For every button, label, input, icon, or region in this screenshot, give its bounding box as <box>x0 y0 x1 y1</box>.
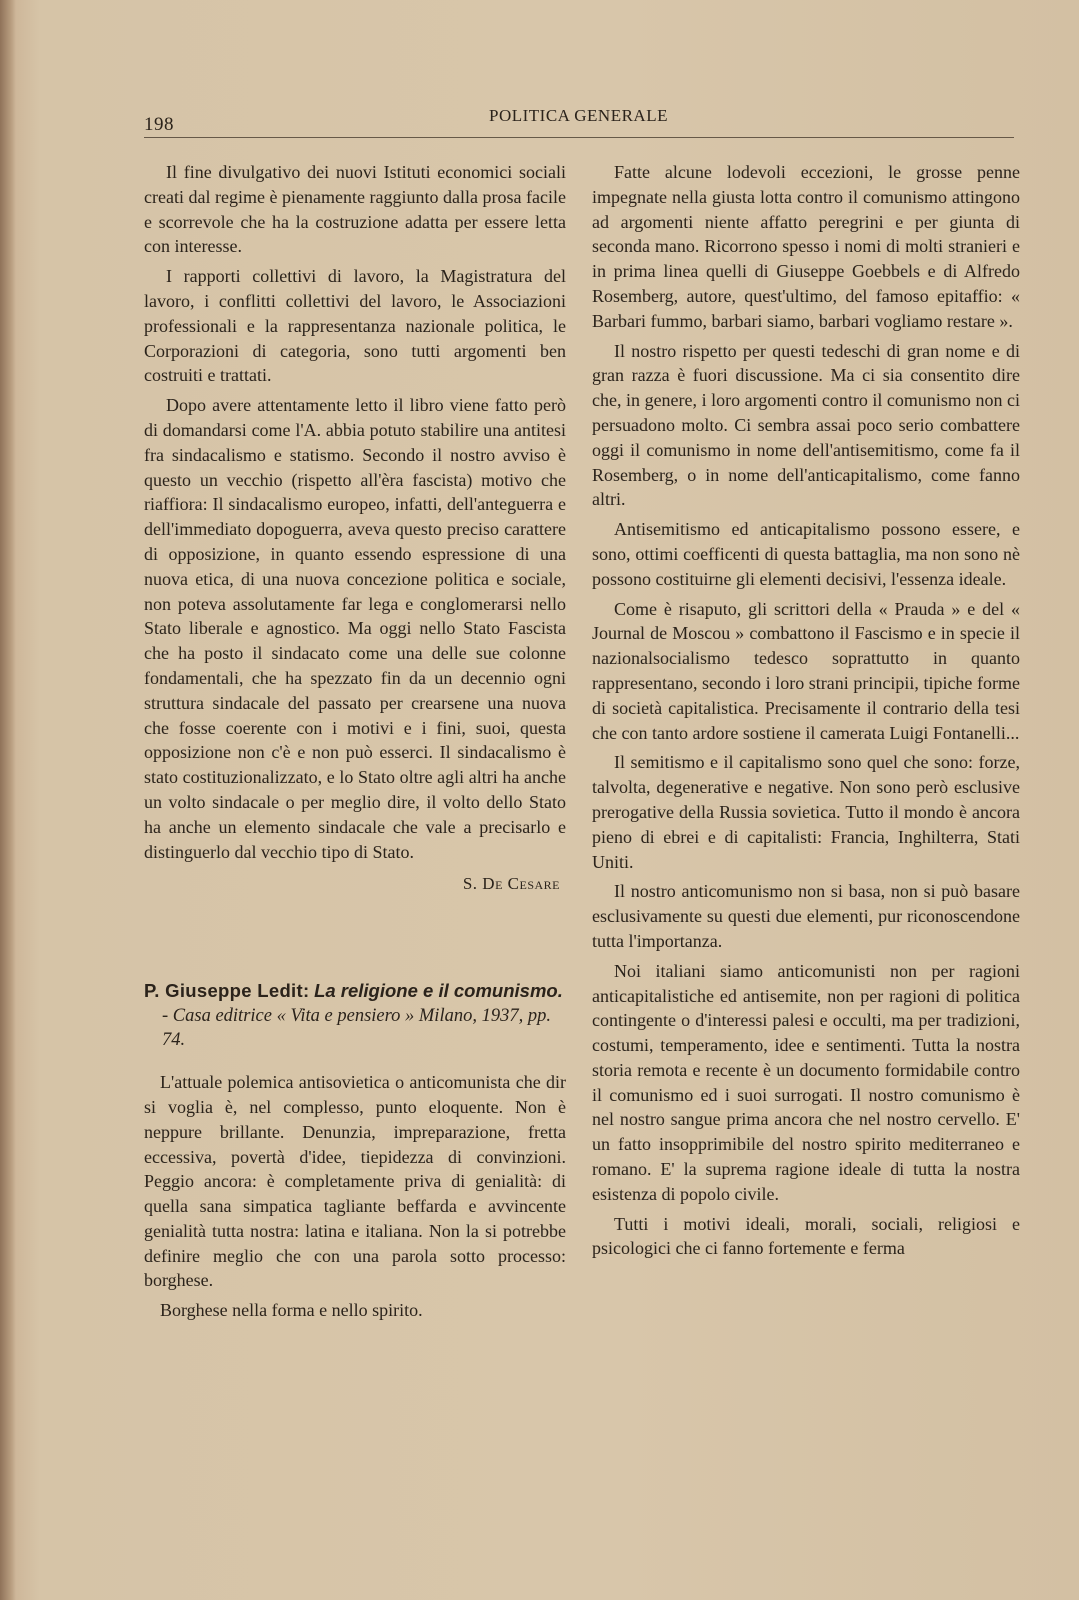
paragraph: Il fine divulgativo dei nuovi Istituti economici sociali creati dal regime è pienamente raggiunto dalla prosa facile e scorrevole che ha la costruzione adatta per essere letta con interesse. <box>144 162 566 257</box>
paragraph: Il nostro rispetto per questi tedeschi di gran nome e di gran razza è fuori discussione. Ma ci sia consentito dire che, in genere, i loro argomenti contro il comunismo non ci persuadono molto. Ci sembra assai poco serio combattere oggi il comunismo in nome dell'antisemitismo, come fa il Rosemberg, o in nome dell'anticapitalismo, come fanno altri. <box>592 340 1020 510</box>
review-body <box>144 1070 566 1323</box>
left-column <box>144 160 566 1328</box>
page-header <box>144 104 1014 138</box>
paragraph: Borghese nella forma e nello spirito. <box>160 1300 423 1321</box>
page-number: 198 <box>144 114 174 135</box>
paragraph: Il nostro anticomunismo non si basa, non si può basare esclusivamente su questi due elementi, pur riconoscendone tutta l'importanza. <box>592 881 1020 951</box>
paragraph: Fatte alcune lodevoli eccezioni, le grosse penne impegnate nella giusta lotta contro il comunismo attingono ad argomenti niente affatto peregrini e per giunta di seconda mano. Ricorrono spesso i nomi di molti stranieri e in prima linea quelli di Giuseppe Goebbels e di Alfredo Rosemberg, autore, quest'ultimo, del famoso epitaffio: « Barbari fummo, barbari siamo, barbari vogliamo restare ». <box>592 162 1020 331</box>
signature-name: S. De Cesare <box>462 874 560 894</box>
paragraph: Tutti i motivi ideali, morali, sociali, religiosi e psicologici che ci fanno fortemente e ferma <box>592 1213 1020 1259</box>
right-column <box>592 160 1020 1266</box>
paragraph: Noi italiani siamo anticomunisti non per ragioni anticapitalistiche ed antisemite, non per ragioni di politica contingente o d'interessi palesi e occulti, ma per tradizioni, costumi, temperamento, idee e sentimenti. Tutta la nostra storia remota e recente è un documento formidabile contro il comunismo ed i suoi surrogati. Il nostro comunismo è nel nostro sangue prima ancora che nel nostro cervello. E' un fatto insopprimibile del nostro spirito mediterraneo e romano. E' la suprema ragione ideale di tutta la nostra esistenza di popolo civile. <box>592 960 1020 1204</box>
paragraph: Come è risaputo, gli scrittori della « Prauda » e del « Journal de Moscou » combattono il Fascismo e in specie il nazionalsocialismo tedesco soprattutto in quanto rappresentano, secondo i loro strani principii, tipiche forme di società capitalistica. Precisamente il contrario della tesi che con tanto ardore sostiene il camerata Luigi Fontanelli... <box>592 598 1020 743</box>
review-heading <box>144 979 566 1052</box>
author-signature <box>144 872 566 897</box>
review-author: P. Giuseppe Ledit: <box>144 980 310 1002</box>
paragraph: Il semitismo e il capitalismo sono quel che sono: forze, talvolta, degenerative e negative. Non sono però esclusive prerogative della Russia sovietica. Tutto il mondo è ancora pieno di ebrei e di capitalisti: Francia, Inghilterra, Stati Uniti. <box>592 752 1020 872</box>
binding-edge <box>0 0 16 1600</box>
paragraph: Dopo avere attentamente letto il libro viene fatto però di domandarsi come l'A. abbia potuto stabilire una antitesi fra sindacalismo e statismo. Secondo il nostro avviso è questo un vecchio (rispetto all'èra fascista) motivo che riaffiora: Il sindacalismo europeo, infatti, dell'anteguerra e dell'immediato dopoguerra, aveva questo preciso carattere di opposizione, in quanto essendo espressione di una nuova etica, di una nuova concezione politica e sociale, non poteva assolutamente far lega e conglomerarsi nello Stato liberale e agnostico. Ma oggi nello Stato Fascista che ha posto il sindacato come una delle sue colonne fondamentali, che ha spezzato fin da un decennio ogni struttura sindacale del passato per crearsene una nuova che fosse coerente con i motivi e i fini, suoi, questa opposizione non c'è e non può esserci. Il sindacalismo è stato costituzionalizzato, e lo Stato oltre agli altri ha anche un volto sindacale o per meglio dire, il volto dello Stato ha anche un elemento sindacale che vale a precisarlo e distinguerlo dal vecchio tipo di Stato. <box>144 395 566 862</box>
review-title: La religione e il comunismo. <box>314 980 563 1002</box>
paragraph: L'attuale polemica antisovietica o anticomunista che dir si voglia è, nel complesso, punto eloquente. Non è neppure brillante. Denunzia, impreparazione, fretta eccessiva, povertà d'idee, tiepidezza di convinzioni. Peggio ancora: è completamente priva di genialità: di quella sana simpatica tagliante beffarda e avvincente genialità tutta nostra: latina e italiana. Non la si potrebbe definire meglio che con una parola sotto processo: borghese. <box>144 1072 566 1291</box>
running-head: POLITICA GENERALE <box>489 106 668 125</box>
paragraph: Antisemitismo ed anticapitalismo possono essere, e sono, ottimi coefficenti di questa battaglia, ma non sono nè possono costituirne gli elementi decisivi, l'essenza ideale. <box>592 519 1020 589</box>
header-rule <box>144 137 1014 138</box>
paragraph: I rapporti collettivi di lavoro, la Magistratura del lavoro, i conflitti collettivi del lavoro, le Associazioni professionali e la rappresentanza nazionale politica, le Corporazioni di categoria, sono tutti argomenti ben costruiti e trattati. <box>144 266 566 386</box>
review-publisher: - Casa editrice « Vita e pensiero » Milano, 1937, pp. 74. <box>162 1006 551 1051</box>
